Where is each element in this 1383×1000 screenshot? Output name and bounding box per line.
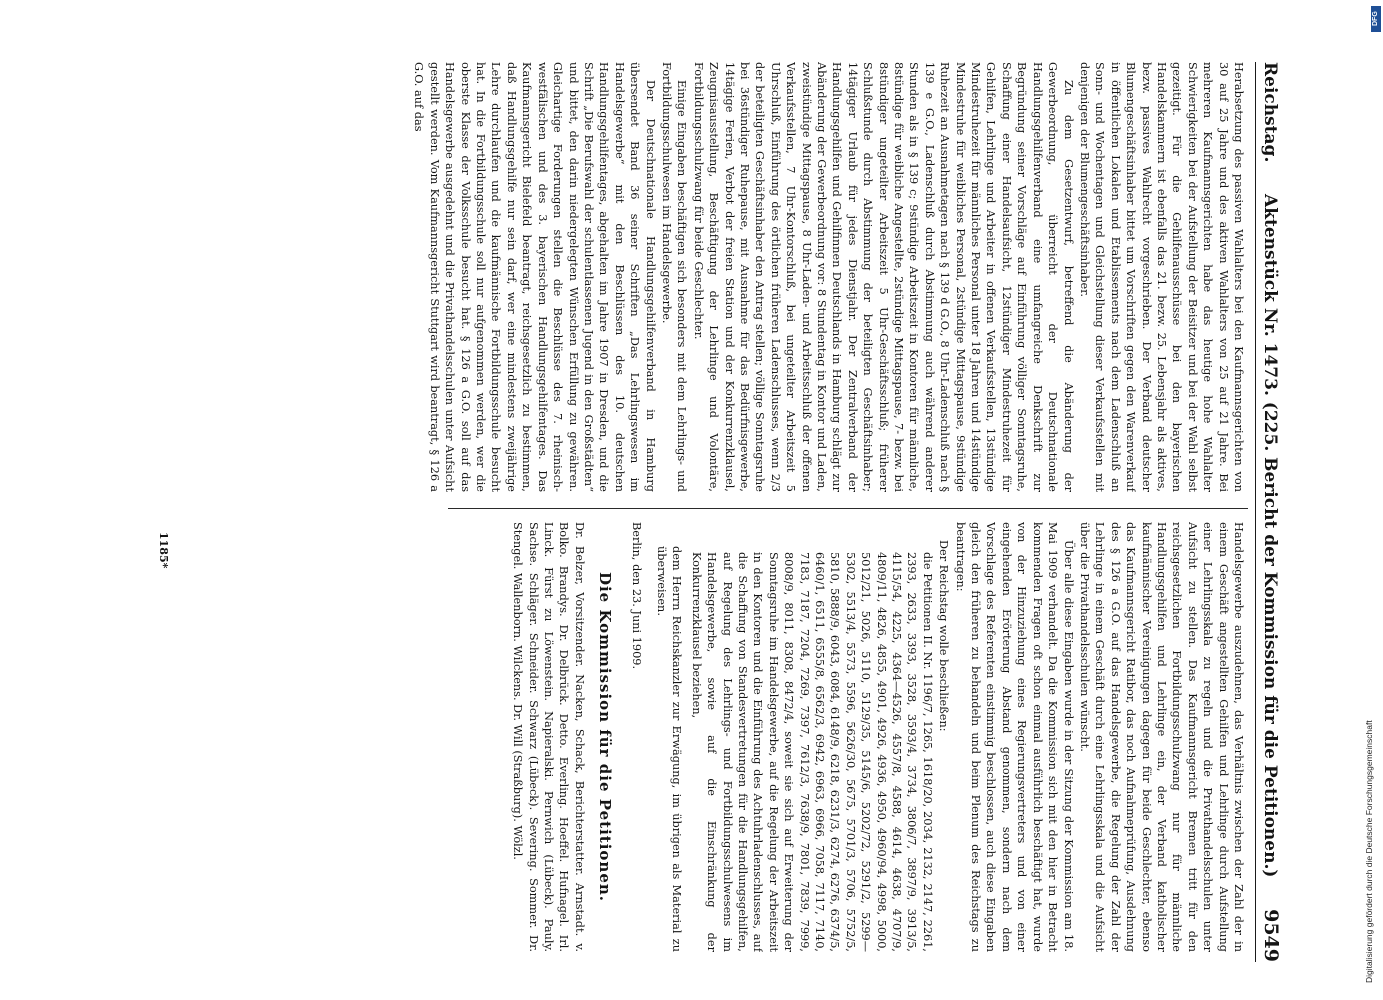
column-divider bbox=[448, 508, 1248, 509]
left-paragraph-2: Zu dem Gesetzentwurf, betreffend die Abänderung der Gewerbeordnung, überreicht der Deutschnationale Handlungsgehilfenverband eine umfangreiche Denkschrift zur Begründung seiner Vorschläge auf Einführung völliger Sonntagsruhe, Schaffung einer Handelsaufsicht, 12stündiger Mindestruhezeit für Gehilfen, Lehrlinge und Arbeiter in offenen Verkaufsstellen, 13stündige Mindestruhezeit für männliches Personal unter 18 Jahren und 14stündige Mindestruhe für weibliches Personal, 2stündige Mittagspause, 9stündige Ruhezeit an Ausnahmetagen nach § 139 d G.O., 8 Uhr-Ladenschluß nach § 139 e G.O., Ladenschluß durch Abstimmung auch während anderer Stunden als in § 139 c; 9stündige Arbeitszeit in Kontoren für männliche, 8stündige für weibliche Angestellte, 2stündige Mittagspause, 7- bezw. bei 8stündiger ungeteilter Arbeitszeit 5 Uhr-Geschäftsschluß; früherer Schlußstunde durch Abstimmung der beteiligten Geschäftsinhaber; 14tägiger Urlaub für jedes Dienstjahr. Der Zentralverband der Handlungsgehilfen und Gehilfinnen Deutschlands in Hamburg schlägt zur Abänderung der Gewerbeordnung vor: 8 Stundentag in Kontor und Laden, zweistündige Mittagspause, 8 Uhr-Laden- und Arbeitsschluß der offenen Verkaufsstellen, 7 Uhr-Kontorschluß, bei ungeteilter Arbeitszeit 5 Uhrschluß, Einführung des örtlichen früheren Ladenschlusses, wenn 2/3 der beteiligten Geschäftsinhaber den Antrag stellen; völlige Sonntagsruhe bei 36stündiger Ruhepause, mit Ausnahme für das Bedürfnisgewerbe, 14tägige Ferien, Verbot der freien Station und der Konkurrenzklausel, Zeugnisausstellung, Beschäftigung der Lehrlinge und Volontäre, Fortbildungsschulzwang für beide Geschlechter. bbox=[691, 62, 1075, 492]
date-line: Berlin, den 23. Juni 1909. bbox=[629, 522, 643, 670]
left-paragraph-4: Der Deutschnationale Handlungsgehilfenverband in Hamburg übersendet Band 36 seiner Schriften „Das Lehrlingswesen im Handelsgewerbe“ mit den Beschlüssen des 10. deutschen Handlungsgehilfentages, abgehalten im Jahre 1907 in Dresden, und die Schrift „Die Berufswahl der schulentlassenen Jugend in den Großstädten“ und bittet, den darin niedergelegten Wünschen Erfüllung zu gewähren. Gleichartige Forderungen stellen die Beschlüsse des 7. rheinisch-westfälischen und des 3. bayerischen Handlungsgehilfentages. Das Kaufmannsgericht Bielefeld beantragt, reichsgesetzlich zu bestimmen, daß Handlungsgehilfe nur sein darf, wer eine mindestens zweijährige Lehre durchlaufen und die kaufmännische Fortbildungsschule besucht hat. In die Fortbildungsschule soll nur aufgenommen werden, wer die oberste Klasse der Volksschule besucht hat. § 126 a G.O. soll auf das Handelsgewerbe ausgedehnt und die Privathandelsschulen unter Aufsicht gestellt werden. Vom Kaufmannsgericht Stuttgart wird beantragt, § 126 a G.O. auf das bbox=[412, 62, 657, 492]
petition-numbers: die Petitionen II. Nr. 1196/7, 1265, 1618/20, 2034, 2132, 2147, 2261, 2393, 2633, 3393, 3528, 3593/4, 3734, 3806/7, 3897/9, 3913/5, 4115/54, 4225, 4364—4526, 4557/8, 4588, 4614, 4638, 4707/9, 4809/11, 4826, 4855, 4901, 4926, 4936, 4950, 4960/94, 4998, 5000, 5012/21, 5026, 5110, 5129/35, 5145/6, 5202/72, 5291/2, 5299—5302, 5513/4, 5573, 5596, 5626/30, 5675, 5701/3, 5706, 5752/5, 5810, 5888/9, 6043, 6084, 6148/9, 6218, 6231/3, 6274, 6276, 6374/5, 6460/1, 6511, 6555/8, 6562/3, 6942, 6963, 6966, 7058, 7117, 7140, 7183, 7187, 7204, 7269, 7397, 7612/3, 7638/9, 7801, 7839, 7999, 8008/9, 8011, 8308, 8472/4, soweit sie sich auf Erweiterung der Sonntagsruhe im Handelsgewerbe, auf die Regelung der Arbeitszeit in den Kontoren und die Einführung des Achtuhrladenschlusses, auf die Schaffung von Standesvertretungen für die Handlungsgehilfen, auf Regelung des Lehrlings- und Fortbildungsschulwesens im Handelsgewerbe, sowie auf die Einschränkung der Konkurrenzklausel beziehen, bbox=[689, 552, 934, 952]
right-paragraph-2: Über alle diese Eingaben wurde in der Sitzung der Kommission am 18. Mai 1909 verhandelt. Da die Kommission sich mit den hier in Betracht kommenden Fragen oft schon einmal ausführlich beschäftigt hat, wurde von der Hinzuziehung eines Regierungsvertreters und von einer eingehenden Erörterung Abstand genommen, sondern nach dem Vorschlage des Referenten einstimmig beschlossen, auch diese Eingaben gleich den früheren zu behandeln und beim Plenum des Reichstags zu beantragen: bbox=[953, 522, 1075, 952]
rotated-document-page bbox=[112, 62, 1282, 962]
commission-members: Dr. Belzer, Vorsitzender. Nacken, Schack, Berichterstatter. Arnstadt. v. Bolko. Brandys. Dr. Delbrück. Detto. Everling. Hoeffel. Hufnagel. Irl. Linck. Fürst zu Löwenstein. Napieralski. Pernwich (Lübeck). Pauly. Sachse. Schläger. Schneider. Schwarz (Lübeck). Severing. Sommer. Dr. Stengel. Wallenborn. Wilckens. Dr. Will (Straßburg). Wölzl. bbox=[511, 522, 586, 952]
header-title: Aktenstück Nr. 1473. (225. Bericht der Kommission für die Petitionen.) bbox=[1260, 194, 1280, 878]
credit-text: Digitalisierung gefördert durch die Deutsche Forschungsgemeinschaft bbox=[1364, 720, 1374, 983]
commission-heading: Die Kommission für die Petitionen. bbox=[596, 571, 615, 903]
left-paragraph-3: Einige Eingaben beschäftigen sich besonders mit dem Lehrlings- und Fortbildungsschulwesen im Handelsgewerbe. bbox=[659, 62, 689, 492]
page-number: 9549 bbox=[1260, 909, 1282, 962]
header-left: Reichstag. bbox=[1260, 62, 1280, 163]
left-paragraph-1: Herabsetzung des passiven Wahlalters bei den Kaufmannsgerichten von 30 auf 25 Jahre und des aktiven Wahlalters von 25 auf 21 Jahre. Bei mehreren Kaufmannsgerichten habe das heutige hohe Wahlalter Schwierigkeiten bei der Aufstellung der Beisitzer und bei der Wahl selbst gezeitigt. Für die Gehilfenausschüsse bei den bayerischen Handelskammern ist ebenfalls das 21. bezw. 25. Lebensjahr als aktives, bezw. passives Wahlrecht vorgeschrieben. Der Verband deutscher Blumengeschäftsinhaber bittet um Vorschriften gegen den Warenverkauf in öffentlichen Lokalen und Etablissements nach dem Ladenschluß an Sonn- und Wochentagen und Gleichstellung dieser Verkaufsstellen mit denjenigen der Blumengeschäftsinhaber. bbox=[1077, 62, 1245, 492]
signature-mark: 1185* bbox=[157, 532, 170, 569]
dfg-logo: DFG bbox=[1371, 6, 1381, 32]
left-column bbox=[112, 62, 1246, 492]
right-paragraph-1: Handelsgewerbe auszudehnen, das Verhältnis zwischen der Zahl der in einem Geschäft angestellten Gehilfen und Lehrlinge durch Aufstellung einer Lehrlingsskala zu regeln und die Privathandelsschulen unter Aufsicht zu stellen. Das Kaufmannsgericht Bremen tritt für den reichsgesetzlichen Fortbildungsschulzwang nur für männliche Handlungsgehilfen und Lehrlinge ein, der Verband katholischer kaufmännischer Vereinigungen dagegen für beide Geschlechter, ebenso das Kaufmannsgericht Ratibor, das noch Aufnahmeprüfung, Ausdehnung des § 126 a G.O. auf das Handelsgewerbe, die Regelung der Zahl der Lehrlinge in einem Geschäft durch eine Lehrlingsskala und die Aufsicht über die Privathandelsschulen wünscht. bbox=[1077, 522, 1245, 952]
digitization-credit bbox=[1334, 18, 1374, 983]
resolution-end: dem Herrn Reichskanzler zur Erwägung, im übrigen als Material zu überweisen. bbox=[654, 546, 684, 952]
right-column bbox=[112, 522, 1246, 952]
resolution-heading: Der Reichstag wolle beschließen: bbox=[937, 540, 951, 732]
page-header bbox=[1255, 62, 1282, 962]
